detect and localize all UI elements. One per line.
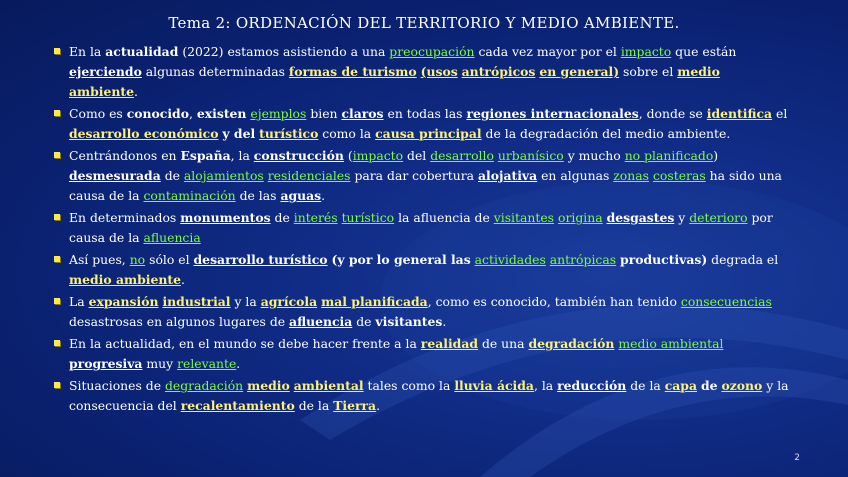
bullet-text-run: desmesurada [69, 168, 161, 183]
bullet-text-run: de las [235, 188, 281, 203]
bullet-text-run: en todas las [383, 106, 467, 121]
bullet-text-run: alojamientos [183, 168, 264, 183]
bullet-text-run: por causa de la [69, 210, 773, 245]
bullet-text-run: medio ambiente [69, 64, 720, 99]
bullet-text-run: ( [343, 148, 353, 163]
bullet-text-run: En determinados [69, 210, 181, 225]
bullet-item [50, 250, 790, 290]
bullet-text-run: bien [306, 106, 342, 121]
bullet-text-run: y la [230, 294, 261, 309]
bullet-text-run: actividades [474, 252, 546, 267]
bullet-text-run: costeras [652, 168, 706, 183]
bullet-item [50, 376, 790, 416]
bullet-text-run: España [180, 148, 231, 163]
bullet-list [50, 42, 790, 418]
bullet-text-run: no [129, 252, 146, 267]
bullet-text-run: no planificado [624, 148, 714, 163]
bullet-text-run: ejerciendo [69, 64, 142, 79]
bullet-text-run: recalentamiento [180, 398, 295, 413]
bullet-text-run: causa principal [375, 126, 482, 141]
bullet-item [50, 292, 790, 332]
bullet-text-run: deterioro [689, 210, 748, 225]
square-bullet-icon [54, 340, 60, 346]
bullet-text-run: regiones internacionales [466, 106, 639, 121]
square-bullet-icon [54, 152, 60, 158]
bullet-text-run: y mucho [563, 148, 625, 163]
bullet-text-run: consecuencias [680, 294, 772, 309]
bullet-text-run: desarrollo [430, 148, 494, 163]
bullet-text-run: ejemplos [250, 106, 307, 121]
bullet-text-run: Centrándonos en [69, 148, 181, 163]
bullet-text-run: . [236, 356, 241, 371]
bullet-text-run: lluvia ácida [454, 378, 534, 393]
square-bullet-icon [54, 256, 60, 262]
bullet-text-run: turístico [341, 210, 395, 225]
bullet-text-run: sólo el [145, 252, 194, 267]
bullet-text-run: de [160, 168, 184, 183]
bullet-text-run: degrada el [707, 252, 779, 267]
bullet-text-run: desgastes [606, 210, 675, 225]
bullet-text-run: desarrollo económico [69, 126, 219, 141]
bullet-text-run: medio ambiental [618, 336, 724, 351]
bullet-text-run: de [700, 378, 718, 393]
bullet-text-run: construcción [253, 148, 344, 163]
bullet-text-run: actualidad [105, 44, 179, 59]
bullet-text-run: de la [626, 378, 665, 393]
bullet-item [50, 104, 790, 144]
bullet-text-run: antrópicas [549, 252, 617, 267]
bullet-text-run: de [352, 314, 376, 329]
bullet-text-run: Tierra [333, 398, 377, 413]
bullet-text-run: interés [293, 210, 338, 225]
bullet-text-run: reducción [557, 378, 627, 393]
square-bullet-icon [54, 298, 60, 304]
bullet-text-run: . [376, 398, 381, 413]
square-bullet-icon [54, 214, 60, 220]
bullet-text-run: ozono [721, 378, 763, 393]
bullet-text-run: monumentos [180, 210, 271, 225]
bullet-text-run: mal planificada [321, 294, 428, 309]
bullet-text-run: (usos [420, 64, 458, 79]
bullet-text-run: preocupación [389, 44, 475, 59]
bullet-text-run: , donde se [638, 106, 707, 121]
bullet-text-run: impacto [352, 148, 404, 163]
bullet-text-run: existen [196, 106, 247, 121]
bullet-text-run: . [180, 272, 185, 287]
bullet-text-run: formas de turismo [288, 64, 417, 79]
bullet-text-run: visitantes [493, 210, 555, 225]
bullet-text-run: algunas determinadas [141, 64, 289, 79]
bullet-text-run: capa [664, 378, 697, 393]
square-bullet-icon [54, 382, 60, 388]
bullet-text-run: residenciales [267, 168, 351, 183]
square-bullet-icon [54, 48, 60, 54]
bullet-text-run: de la [294, 398, 334, 413]
slide-title: Tema 2: ORDENACIÓN DEL TERRITORIO Y MEDIO AMBIENTE. [168, 14, 680, 32]
bullet-text-run: . [321, 188, 326, 203]
bullet-text-run: . [442, 314, 447, 329]
bullet-text-run: Situaciones de [69, 378, 165, 393]
bullet-text-run: en general) [539, 64, 620, 79]
bullet-text-run: desastrosas en algunos lugares de [69, 314, 290, 329]
bullet-text-run: ) [713, 148, 719, 163]
bullet-text-run: relevante [177, 356, 237, 371]
square-bullet-icon [54, 110, 60, 116]
bullet-text-run: . [134, 84, 138, 99]
bullet-text-run: expansión [88, 294, 159, 309]
bullet-text-run: impacto [620, 44, 672, 59]
bullet-text-run: el [772, 106, 788, 121]
bullet-text-run: conocido [126, 106, 189, 121]
bullet-text-run: cada vez mayor por el [474, 44, 621, 59]
bullet-text-run: alojativa [477, 168, 538, 183]
bullet-text-run: de [270, 210, 294, 225]
bullet-text-run: progresiva [69, 356, 143, 371]
bullet-text-run: turístico [259, 126, 319, 141]
bullet-text-run: en algunas [537, 168, 614, 183]
bullet-text-run: desarrollo turístico [193, 252, 328, 267]
bullet-text-run: realidad [420, 336, 479, 351]
bullet-text-run: , la [533, 378, 558, 393]
bullet-text-run: del [403, 148, 431, 163]
bullet-text-run: En la actualidad, en el mundo se debe hacer frente a la [69, 336, 421, 351]
bullet-text-run: degradación [164, 378, 244, 393]
bullet-text-run: La [69, 294, 89, 309]
bullet-text-run: medio [247, 378, 290, 393]
bullet-text-run: urbanísico [497, 148, 564, 163]
bullet-text-run: , como es conocido, también han tenido [427, 294, 681, 309]
bullet-item [50, 42, 790, 102]
bullet-text-run: identifica [706, 106, 773, 121]
bullet-text-run: degradación [528, 336, 615, 351]
bullet-item [50, 146, 790, 206]
bullet-text-run: de la degradación del medio ambiente. [481, 126, 731, 141]
bullet-item [50, 334, 790, 374]
bullet-text-run: aguas [280, 188, 322, 203]
bullet-text-run: de una [478, 336, 529, 351]
bullet-text-run: muy [142, 356, 178, 371]
bullet-text-run: origina [558, 210, 603, 225]
bullet-text-run: y [674, 210, 690, 225]
bullet-text-run: (y por lo general las [331, 252, 471, 267]
bullet-text-run: medio ambiente [69, 272, 181, 287]
bullet-text-run: antrópicos [461, 64, 536, 79]
bullet-text-run: que están [671, 44, 737, 59]
bullet-text-run: afluencia [143, 230, 201, 245]
bullet-text-run: la afluencia de [394, 210, 494, 225]
bullet-text-run: ha sido una causa de la [69, 168, 782, 203]
bullet-text-run: para dar cobertura [350, 168, 478, 183]
bullet-text-run: agrícola [260, 294, 318, 309]
bullet-text-run: visitantes [375, 314, 443, 329]
bullet-text-run: ambiental [293, 378, 364, 393]
bullet-text-run: productivas) [620, 252, 708, 267]
page-number: 2 [794, 453, 800, 463]
bullet-text-run: Así pues, [69, 252, 130, 267]
bullet-text-run: industrial [162, 294, 231, 309]
bullet-text-run: tales como la [363, 378, 455, 393]
bullet-text-run: como la [318, 126, 376, 141]
bullet-text-run: y la consecuencia del [69, 378, 789, 413]
bullet-text-run: (2022) estamos asistiendo a una [178, 44, 390, 59]
bullet-text-run: Como es [69, 106, 127, 121]
bullet-text-run: , la [230, 148, 254, 163]
bullet-text-run: claros [341, 106, 384, 121]
bullet-text-run: y del [222, 126, 256, 141]
bullet-text-run: sobre el [619, 64, 678, 79]
bullet-text-run: En la [69, 44, 106, 59]
bullet-text-run: , [188, 106, 197, 121]
bullet-text-run: afluencia [289, 314, 353, 329]
bullet-text-run: zonas [613, 168, 649, 183]
bullet-text-run: contaminación [143, 188, 236, 203]
bullet-item [50, 208, 790, 248]
